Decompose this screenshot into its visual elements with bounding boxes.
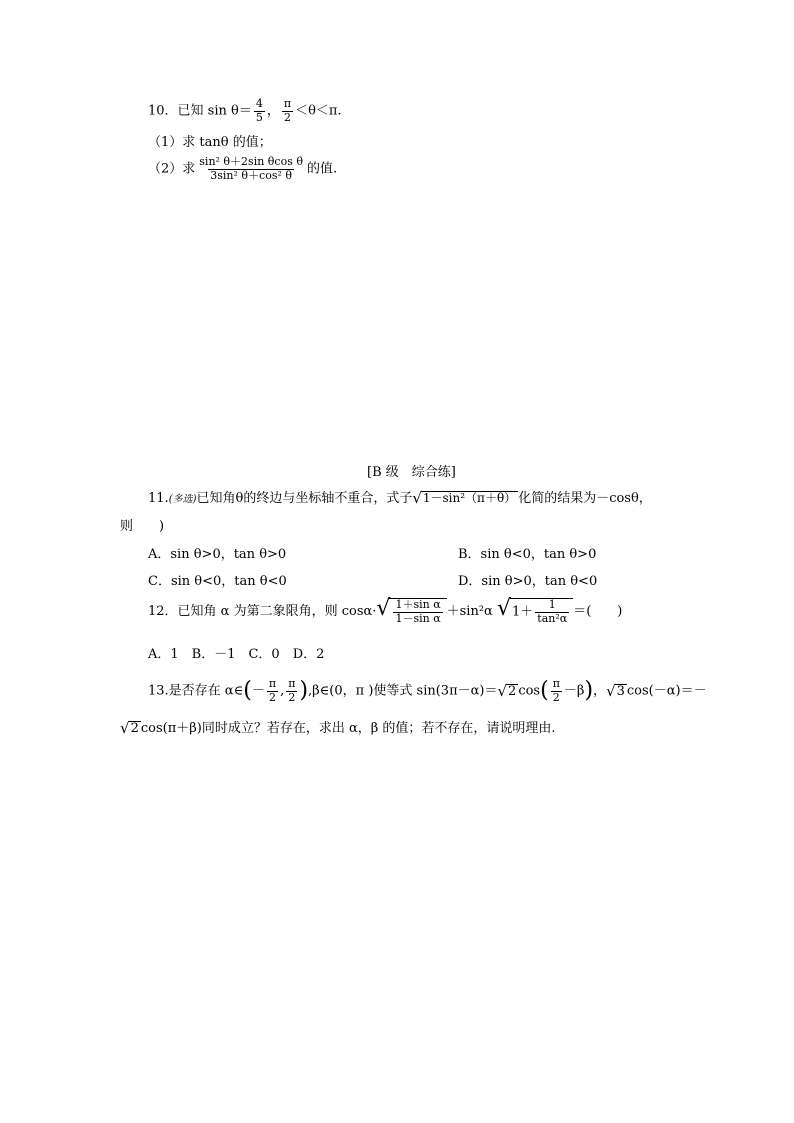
multi-select-tag: (多选)	[168, 494, 197, 505]
q13-sqrt-3: √ 3	[606, 681, 625, 700]
q13-line-2	[120, 721, 556, 736]
question-11	[148, 491, 652, 506]
q11-sqrt: √ 1－sin²（π＋θ）	[412, 489, 517, 507]
question-13: 13.是否存在 α∈(－ $\frac{\pi}{2}$ , $\frac{\pi}{2}$ ),β∈(0，π )使等式 sin(3π－α)＝ √ 2 cos( $\frac{\pi}{2}$ －β)， √ 3 cos(－α)＝－	[148, 677, 707, 704]
q13-prefix: 13.是否存在 α∈	[148, 683, 244, 699]
q10-fraction-1: $\frac{4}{5}$	[255, 97, 263, 124]
question-10	[148, 98, 342, 124]
q10-condition: ＜θ＜π.	[295, 103, 342, 119]
q13-line2-text: cos(π＋β)同时成立？若存在，求出 α，β 的值；若不存在，请说明理由.	[140, 721, 556, 736]
q11-option-a[interactable]: A．sin θ>0，tan θ>0	[148, 547, 287, 562]
q10-fraction-2: $\frac{\pi}{2}$	[283, 97, 292, 124]
q10-sep: ，	[266, 103, 280, 119]
q10-p2-suffix: 的值.	[306, 161, 338, 177]
q13-line2-sqrt: √ 2	[120, 719, 139, 737]
q10-part-2	[148, 156, 337, 182]
q11-text-2: 化简的结果为－cosθ，	[518, 491, 652, 506]
q12-mid: ＋sin²α	[446, 604, 493, 620]
q10-part-1: （1）求 tanθ 的值；	[148, 135, 272, 150]
q10-prefix: 10．已知 sin θ＝	[148, 103, 252, 119]
q12-prefix: 12．已知角 α 为第二象限角，则 cosα·	[148, 604, 377, 620]
q13-mid-1: ,β∈(0，π )使等式 sin(3π－α)＝	[308, 683, 498, 699]
q12-suffix: ＝( )	[573, 604, 623, 620]
q13-frac-1: $\frac{\pi}{2}$	[268, 677, 277, 704]
q11-text-1: 已知角θ的终边与坐标轴不重合，式子	[196, 491, 413, 506]
q13-frac-2: $\frac{\pi}{2}$	[288, 677, 296, 704]
q11-option-b[interactable]: B．sin θ<0，tan θ>0	[458, 547, 597, 562]
q11-option-d[interactable]: D．sin θ>0，tan θ<0	[458, 574, 598, 589]
q13-sqrt-2: √ 2	[497, 681, 517, 700]
q13-frac-3: $\frac{\pi}{2}$	[552, 677, 560, 704]
q11-continuation: 则 )	[120, 519, 165, 534]
q12-options[interactable]: A．1 B．－1 C．0 D．2	[148, 647, 325, 662]
section-b-heading: [B 级 综合练]	[367, 465, 456, 480]
q10-p2-fraction: $\frac{\text{sin² θ＋2sin θcos θ}}{\text{3sin² θ＋cos² θ}}$	[199, 155, 303, 182]
q10-p2-prefix: （2）求	[148, 161, 196, 177]
q13-tail: cos(－α)＝－	[626, 683, 707, 699]
q12-sqrt-2: √ 1＋ $\frac{1}{\text{tan²α}}$	[497, 598, 573, 625]
q12-sqrt-1: √ $\frac{\text{1＋sin α}}{\text{1－sin α}}$	[376, 598, 446, 625]
question-12	[148, 598, 622, 625]
q11-option-c[interactable]: C．sin θ<0，tan θ<0	[148, 574, 287, 589]
q11-number: 11.	[148, 491, 169, 506]
